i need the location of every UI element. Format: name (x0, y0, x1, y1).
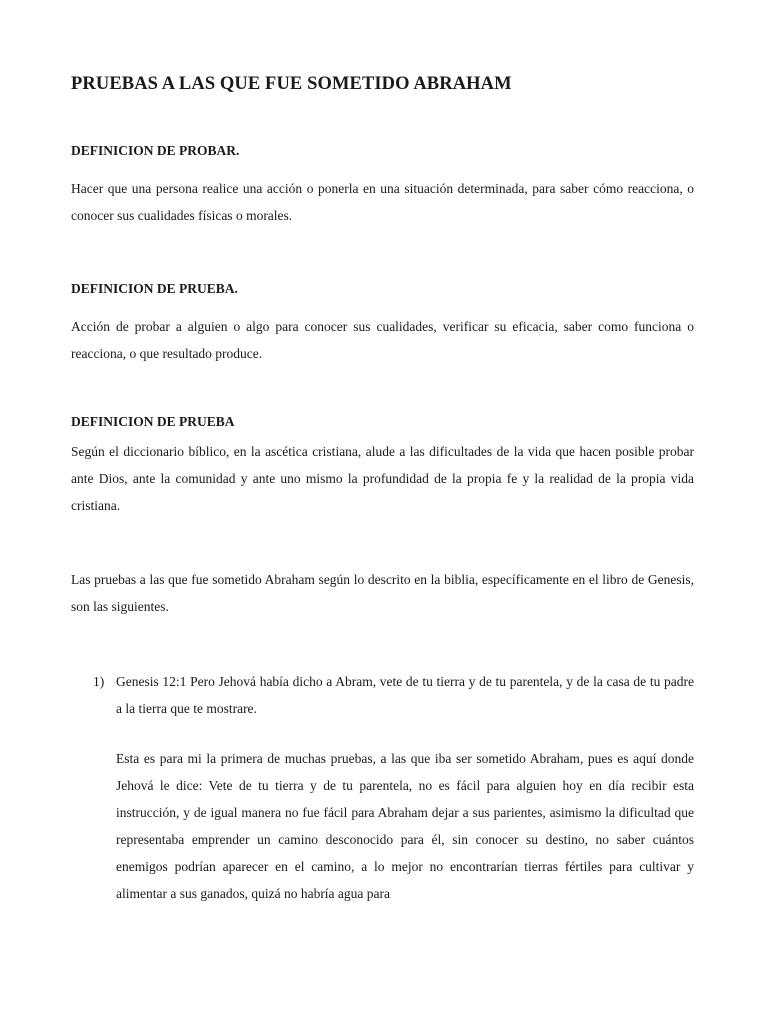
section-text-prueba-biblica: Según el diccionario bíblico, en la ascética cristiana, alude a las dificultades de la vida que hacen posible probar ante Dios, ante la comunidad y ante uno mismo la profundidad de la propia fe y la realidad de la propia vida cristiana. (71, 444, 694, 513)
intro-paragraph: Las pruebas a las que fue sometido Abraham según lo descrito en la biblia, específicamente en el libro de Genesis, son las siguientes. (71, 572, 694, 614)
section-text-probar: Hacer que una persona realice una acción o ponerla en una situación determinada, para saber cómo reacciona, o conocer sus cualidades físicas o morales. (71, 181, 694, 223)
document-title: PRUEBAS A LAS QUE FUE SOMETIDO ABRAHAM (71, 74, 512, 94)
list-item-number: 1) (93, 674, 105, 689)
section-heading-probar: DEFINICION DE PROBAR. (71, 143, 240, 158)
section-heading-prueba: DEFINICION DE PRUEBA. (71, 281, 238, 296)
list-item-commentary: Esta es para mi la primera de muchas pruebas, a las que iba ser sometido Abraham, pues es aquí donde Jehová le dice: Vete de tu tierra y de tu parentela, no es fácil para alguien hoy en día recibir esta instrucción, y de igual manera no fue fácil para Abraham dejar a sus parientes, asimismo la dificultad que representaba emprender un camino desconocido para él, sin conocer su destino, no saber cuántos enemigos podrían aparecer en el camino, a lo mejor no encontrarían tierras fértiles para cultivar y alimentar a sus ganados, quizá no habría agua para (116, 751, 694, 901)
list-item-verse: Genesis 12:1 Pero Jehová había dicho a Abram, vete de tu tierra y de tu parentela, y de la casa de tu padre a la tierra que te mostrare. (116, 674, 694, 716)
section-text-prueba: Acción de probar a alguien o algo para conocer sus cualidades, verificar su eficacia, saber como funciona o reacciona, o que resultado produce. (71, 319, 694, 361)
section-heading-prueba-biblica: DEFINICION DE PRUEBA (71, 414, 235, 429)
